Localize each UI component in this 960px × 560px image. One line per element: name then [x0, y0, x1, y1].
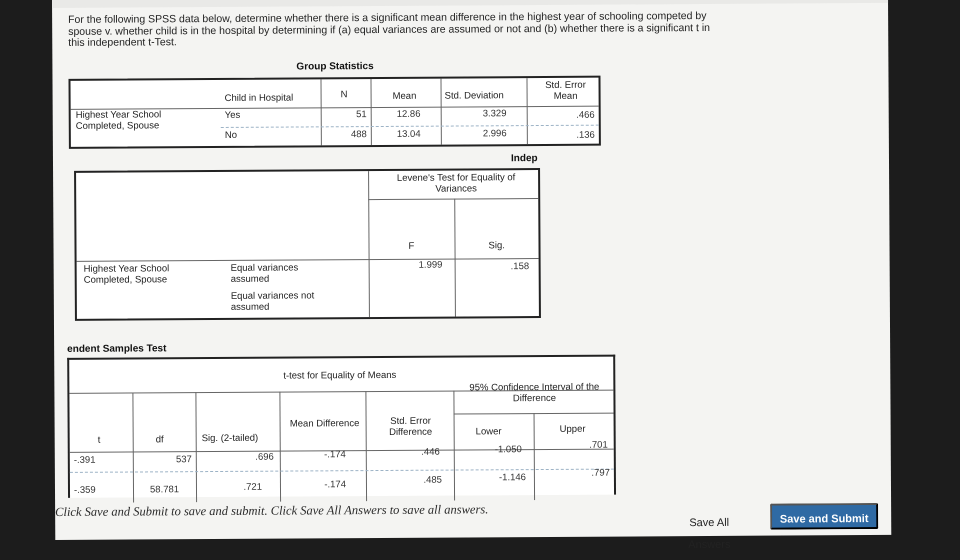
col-header-mean-diff: Mean Difference: [289, 418, 360, 430]
equal-variances-assumed-label: Equal variances assumed: [230, 262, 299, 285]
col-header-se-diff: Std. Error Difference: [389, 415, 433, 438]
sd-value: 3.329: [482, 108, 507, 120]
sig-value: .696: [255, 451, 274, 463]
footer-instruction: Click Save and Submit to save and submit. Click Save All Answers to save all answers.: [55, 502, 489, 519]
equal-variances-not-assumed-label: Equal variances not assumed: [230, 290, 315, 313]
se-diff-value: .446: [421, 446, 440, 458]
variable-label: Highest Year School Completed, Spouse: [83, 263, 170, 286]
question-text: For the following SPSS data below, determine whether there is a significant mean difference in the highest year of schooling competed by spouse v. whether child is in the hospital by determining if (a) equal variances are assumed or not and (b) whether there is a significant t in this independent t-Test.: [68, 10, 711, 49]
col-header-sig: Sig. (2-tailed): [201, 432, 259, 445]
se-value: .466: [576, 109, 595, 121]
save-and-submit-button[interactable]: Save and Submit: [770, 503, 878, 530]
divider: [454, 199, 456, 317]
divider: [534, 413, 536, 500]
col-header-n: N: [340, 89, 348, 101]
col-header-se: Std. Error Mean: [545, 79, 586, 102]
col-header-mean: Mean: [392, 90, 417, 102]
top-bar: [52, 0, 888, 8]
divider: [77, 258, 539, 262]
mean-value: 12.86: [396, 108, 421, 120]
ttest-header: t-test for Equality of Means: [283, 369, 397, 382]
row-divider: [70, 469, 614, 473]
t-value: -.359: [73, 484, 96, 496]
col-header-sd: Std. Deviation: [444, 90, 504, 102]
mean-diff-value: -.174: [324, 449, 346, 461]
ci-lower-value: -1.050: [494, 444, 522, 456]
levene-header: Levene's Test for Equality of Variances: [396, 172, 516, 195]
divider: [132, 393, 134, 503]
col-header-t: t: [97, 434, 101, 446]
ci-lower-value: -1.146: [498, 472, 526, 484]
levene-table: [74, 168, 541, 321]
group-label: Yes: [224, 109, 241, 121]
col-header-group: Child in Hospital: [224, 92, 294, 104]
sig-value: .158: [510, 261, 530, 273]
ttest-title-fragment: endent Samples Test: [67, 343, 167, 355]
col-header-df: df: [155, 434, 164, 446]
mean-value: 13.04: [396, 128, 421, 140]
se-value: .136: [576, 129, 595, 141]
col-header-lower: Lower: [475, 426, 502, 438]
n-value: 488: [350, 129, 367, 141]
divider: [279, 392, 281, 502]
group-label: No: [224, 129, 238, 141]
se-diff-value: .485: [423, 474, 442, 486]
divider: [453, 391, 455, 501]
sd-value: 2.996: [482, 128, 507, 140]
divider: [526, 78, 527, 144]
divider: [195, 392, 197, 502]
save-all-answers-button[interactable]: Save All Answers: [661, 511, 757, 534]
divider: [368, 198, 538, 200]
variable-label: Highest Year School Completed, Spouse: [75, 109, 162, 132]
ci-upper-value: .701: [589, 439, 608, 451]
f-value: 1.999: [418, 259, 443, 271]
group-stats-title: Group Statistics: [296, 61, 374, 73]
f-header: F: [408, 240, 415, 252]
divider: [368, 171, 370, 317]
sig-value: .721: [243, 481, 263, 493]
n-value: 51: [356, 109, 367, 121]
divider: [440, 79, 441, 145]
df-value: 537: [175, 454, 192, 466]
col-header-upper: Upper: [559, 423, 586, 435]
divider: [320, 79, 321, 145]
group-stats-table: [68, 76, 600, 149]
divider: [365, 391, 367, 501]
independent-title-fragment: Indep: [510, 153, 538, 165]
ci-header: 95% Confidence Interval of the Difference: [469, 381, 600, 404]
row-divider: [221, 125, 599, 128]
df-value: 58.781: [149, 484, 180, 496]
ci-upper-value: .797: [591, 467, 610, 479]
mean-diff-value: -.174: [324, 479, 346, 491]
t-value: -.391: [73, 454, 96, 466]
question-page: [52, 0, 891, 552]
divider: [370, 79, 371, 145]
ttest-table: [67, 355, 616, 498]
sig-header: Sig.: [488, 240, 505, 252]
